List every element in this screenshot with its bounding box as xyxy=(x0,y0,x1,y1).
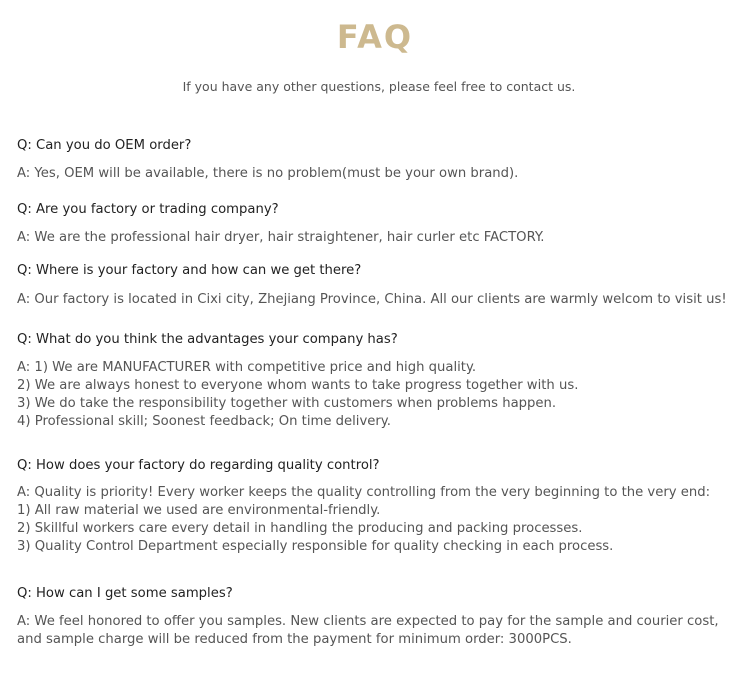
faq-answer-advantages-line: 3) We do take the responsibility together with customers when problems happen. xyxy=(17,396,557,411)
faq-answer-quality-control-line: 3) Quality Control Department especially responsible for quality checking in each process. xyxy=(17,539,614,554)
faq-question-samples: Q: How can I get some samples? xyxy=(17,586,233,601)
faq-answer-oem: A: Yes, OEM will be available, there is no problem(must be your own brand). xyxy=(17,166,519,181)
faq-question-quality-control: Q: How does your factory do regarding quality control? xyxy=(17,458,380,473)
page-title: FAQ xyxy=(336,18,414,56)
faq-question-factory-or-trading: Q: Are you factory or trading company? xyxy=(17,202,279,217)
faq-answer-factory-location: A: Our factory is located in Cixi city, Zhejiang Province, China. All our clients are warmly welcom to visit us! xyxy=(17,292,727,307)
faq-answer-factory-or-trading: A: We are the professional hair dryer, hair straightener, hair curler etc FACTORY. xyxy=(17,230,545,245)
faq-answer-samples-line: and sample charge will be reduced from the payment for minimum order: 3000PCS. xyxy=(17,632,572,647)
faq-answer-advantages-line: 2) We are always honest to everyone whom wants to take progress together with us. xyxy=(17,378,579,393)
page-subtitle: If you have any other questions, please feel free to contact us. xyxy=(182,79,576,94)
faq-answer-quality-control-line: 2) Skillful workers care every detail in handling the producing and packing processes. xyxy=(17,521,583,536)
faq-answer-advantages-line: 4) Professional skill; Soonest feedback; On time delivery. xyxy=(17,414,391,429)
faq-answer-advantages-line: A: 1) We are MANUFACTURER with competitive price and high quality. xyxy=(17,360,477,375)
faq-question-oem: Q: Can you do OEM order? xyxy=(17,138,192,153)
faq-question-advantages: Q: What do you think the advantages your company has? xyxy=(17,332,398,347)
faq-answer-quality-control-line: 1) All raw material we used are environmental-friendly. xyxy=(17,503,381,518)
faq-answer-samples-line: A: We feel honored to offer you samples. New clients are expected to pay for the sample and courier cost, xyxy=(17,614,719,629)
faq-answer-quality-control-line: A: Quality is priority! Every worker keeps the quality controlling from the very beginning to the very end: xyxy=(17,485,711,500)
faq-question-factory-location: Q: Where is your factory and how can we get there? xyxy=(17,263,362,278)
